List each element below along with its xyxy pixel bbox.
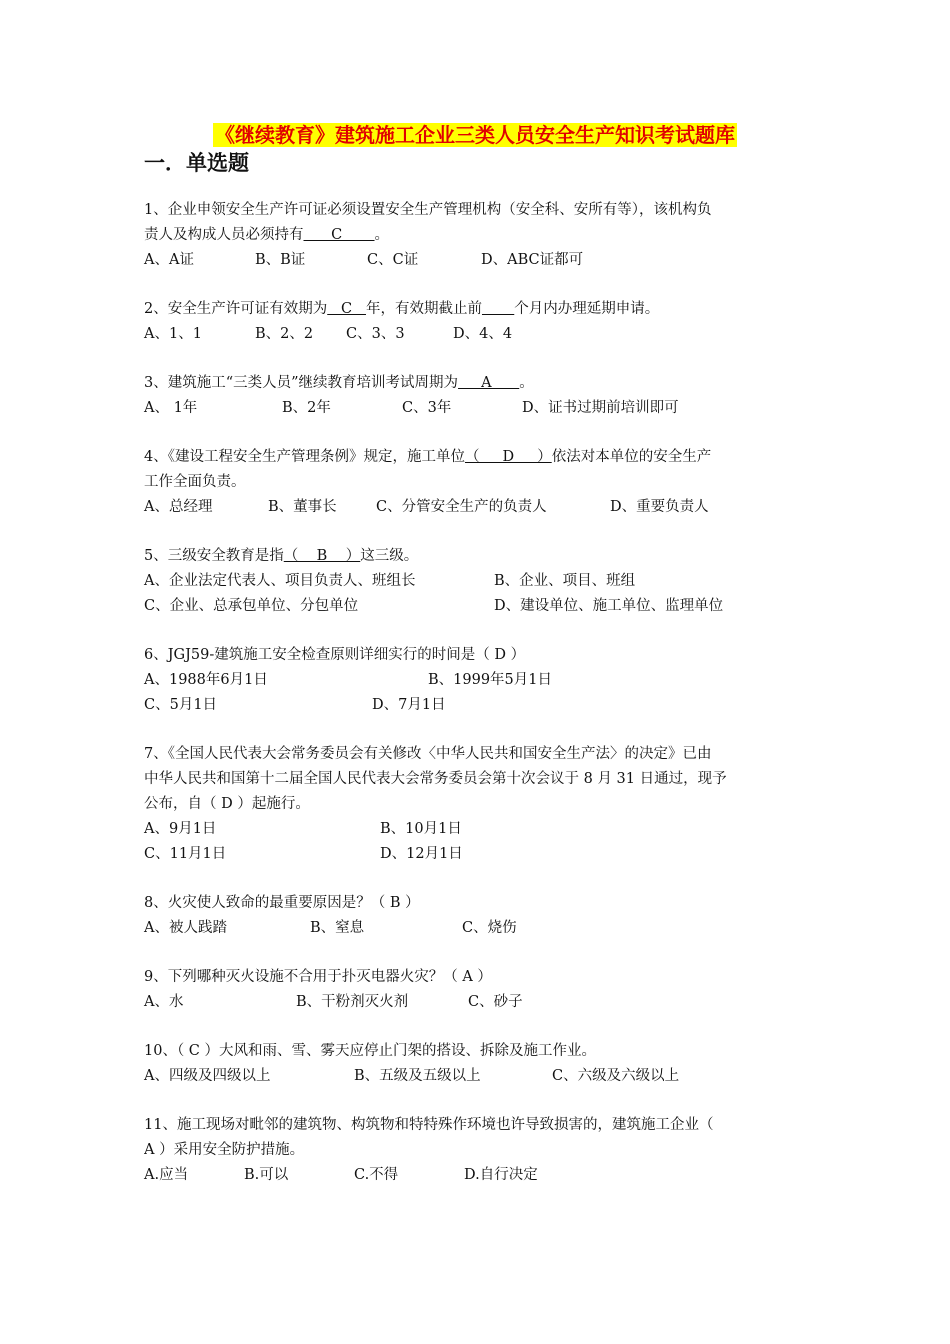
question-6-stem: 6、JGJ59-建筑施工安全检查原则详细实行的时间是（ D ） xyxy=(144,647,526,663)
question-1-stem-text: 责人及构成人员必须持有 xyxy=(144,227,304,243)
question-list xyxy=(144,198,808,1212)
question-2-second-blank xyxy=(482,301,514,317)
question-2-option-b: B、2、2 xyxy=(255,326,314,342)
question-9-option-b: B、干粉剂灭火剂 xyxy=(296,994,409,1010)
question-10 xyxy=(144,1039,808,1089)
question-11-option-d: D.自行决定 xyxy=(464,1167,538,1183)
question-10-option-b: B、五级及五级以上 xyxy=(354,1068,481,1084)
question-5-option-d: D、建设单位、施工单位、监理单位 xyxy=(494,598,724,614)
question-9-stem: 9、下列哪种灭火设施不合用于扑灭电器火灾？（ A ） xyxy=(144,969,492,985)
question-5-options-row2 xyxy=(144,594,808,619)
question-10-options xyxy=(144,1064,808,1089)
question-1-answer-blank: C xyxy=(303,227,375,243)
question-3-option-b: B、2年 xyxy=(282,400,331,416)
question-6-option-c: C、5月1日 xyxy=(144,697,218,713)
question-3-option-d: D、证书过期前培训即可 xyxy=(522,400,679,416)
question-3-answer-blank: A xyxy=(458,375,520,391)
question-4-stem-line2: 工作全面负责。 xyxy=(144,474,246,490)
question-6-options-row2 xyxy=(144,693,808,718)
question-7-stem-line1: 7、《全国人民代表大会常务委员会有关修改〈中华人民共和国安全生产法〉的决定》已由 xyxy=(144,746,712,762)
question-10-option-c: C、六级及六级以上 xyxy=(552,1068,680,1084)
question-3-options xyxy=(144,396,808,421)
question-3-stem-text: 3、建筑施工“三类人员”继续教育培训考试周期为 xyxy=(144,375,459,391)
question-7-option-b: B、10月1日 xyxy=(380,821,462,837)
question-8-options xyxy=(144,916,808,941)
question-4-option-d: D、重要负责人 xyxy=(610,499,709,515)
question-5-option-c: C、企业、总承包单位、分包单位 xyxy=(144,598,359,614)
question-11-option-a: A.应当 xyxy=(144,1167,189,1183)
question-7-option-a: A、9月1日 xyxy=(144,821,217,837)
question-6 xyxy=(144,643,808,718)
question-3 xyxy=(144,371,808,421)
question-11-option-c: C.不得 xyxy=(354,1167,399,1183)
question-11-option-b: B.可以 xyxy=(244,1167,289,1183)
question-8-stem: 8、火灾使人致命的最重要原因是？（ B ） xyxy=(144,895,420,911)
question-8-option-b: B、窒息 xyxy=(310,920,365,936)
question-4-option-a: A、总经理 xyxy=(144,499,213,515)
question-11-options xyxy=(144,1163,808,1188)
question-4-stem-text: 4、《建设工程安全生产管理条例》规定，施工单位 xyxy=(144,449,465,465)
question-2-stem xyxy=(144,297,808,322)
question-4-options xyxy=(144,495,808,520)
question-2-answer-blank: C xyxy=(327,301,366,317)
question-1-option-b: B、B证 xyxy=(255,252,306,268)
question-9 xyxy=(144,965,808,1015)
question-5-answer-blank: （ B ） xyxy=(283,548,361,564)
question-2-stem-middle: 年，有效期截止前 xyxy=(365,301,482,317)
question-1 xyxy=(144,198,808,273)
question-1-options xyxy=(144,248,808,273)
question-9-option-a: A、水 xyxy=(144,994,184,1010)
question-4 xyxy=(144,445,808,520)
question-5-option-b: B、企业、项目、班组 xyxy=(494,573,636,589)
question-2-option-c: C、3、3 xyxy=(346,326,405,342)
question-10-stem: 10、（ C ）大风和雨、雪、雾天应停止门架的搭设、拆除及施工作业。 xyxy=(144,1043,597,1059)
document-title xyxy=(0,122,950,148)
question-1-stem-end: 。 xyxy=(374,227,390,243)
question-6-options-row1 xyxy=(144,668,808,693)
question-11 xyxy=(144,1113,808,1188)
question-7-stem-line2: 中华人民共和国第十二届全国人民代表大会常务委员会第十次会议于 8 月 31 日通过，现予 xyxy=(144,771,727,787)
section-heading: 一．单选题 xyxy=(144,151,249,175)
question-8-option-c: C、烧伤 xyxy=(462,920,517,936)
question-6-option-b: B、1999年5月1日 xyxy=(428,672,553,688)
question-7 xyxy=(144,742,808,867)
question-11-stem-line1: 11、施工现场对毗邻的建筑物、构筑物和特特殊作环境也许导致损害的，建筑施工企业（ xyxy=(144,1117,714,1133)
question-7-options-row1 xyxy=(144,817,808,842)
question-3-stem xyxy=(144,371,808,396)
question-9-options xyxy=(144,990,808,1015)
question-2-option-a: A、1、1 xyxy=(144,326,202,342)
question-6-option-d: D、7月1日 xyxy=(372,697,446,713)
question-5-stem-text: 5、三级安全教育是指 xyxy=(144,548,284,564)
question-7-option-c: C、11月1日 xyxy=(144,846,227,862)
question-10-option-a: A、四级及四级以上 xyxy=(144,1068,271,1084)
question-5-option-a: A、企业法定代表人、项目负责人、班组长 xyxy=(144,573,416,589)
question-7-option-d: D、12月1日 xyxy=(380,846,463,862)
question-4-option-c: C、分管安全生产的负责人 xyxy=(376,499,547,515)
question-5 xyxy=(144,544,808,619)
question-5-stem-end: 这三级。 xyxy=(360,548,419,564)
question-2-stem-text: 2、安全生产许可证有效期为 xyxy=(144,301,328,317)
question-1-stem-line2 xyxy=(144,223,808,248)
question-4-answer-blank: （ D ） xyxy=(464,449,552,465)
question-2-stem-end: 个月内办理延期申请。 xyxy=(514,301,660,317)
question-11-stem-line2: A ）采用安全防护措施。 xyxy=(144,1142,305,1158)
question-1-option-a: A、A证 xyxy=(144,252,194,268)
question-3-option-c: C、3年 xyxy=(402,400,452,416)
question-3-stem-end: 。 xyxy=(519,375,534,391)
question-4-stem-line1 xyxy=(144,445,808,470)
question-3-option-a: A、 1年 xyxy=(144,400,198,416)
question-8 xyxy=(144,891,808,941)
question-2-options xyxy=(144,322,808,347)
document-title-text: 《继续教育》建筑施工企业三类人员安全生产知识考试题库 xyxy=(215,123,735,147)
question-1-option-d: D、ABC证都可 xyxy=(481,252,584,268)
question-1-stem-line1: 1、企业申领安全生产许可证必须设置安全生产管理机构（安全科、安所有等），该机构负 xyxy=(144,202,712,218)
question-6-option-a: A、1988年6月1日 xyxy=(144,672,268,688)
question-8-option-a: A、被人践踏 xyxy=(144,920,227,936)
question-2-option-d: D、4、4 xyxy=(453,326,513,342)
question-7-stem-line3: 公布，自（ D ）起施行。 xyxy=(144,796,310,812)
question-5-stem xyxy=(144,544,808,569)
question-1-option-c: C、C证 xyxy=(367,252,419,268)
question-5-options-row1 xyxy=(144,569,808,594)
question-7-options-row2 xyxy=(144,842,808,867)
question-4-stem-end: 依法对本单位的安全生产 xyxy=(551,449,712,465)
question-9-option-c: C、砂子 xyxy=(468,994,523,1010)
question-4-option-b: B、董事长 xyxy=(268,499,337,515)
question-2 xyxy=(144,297,808,347)
